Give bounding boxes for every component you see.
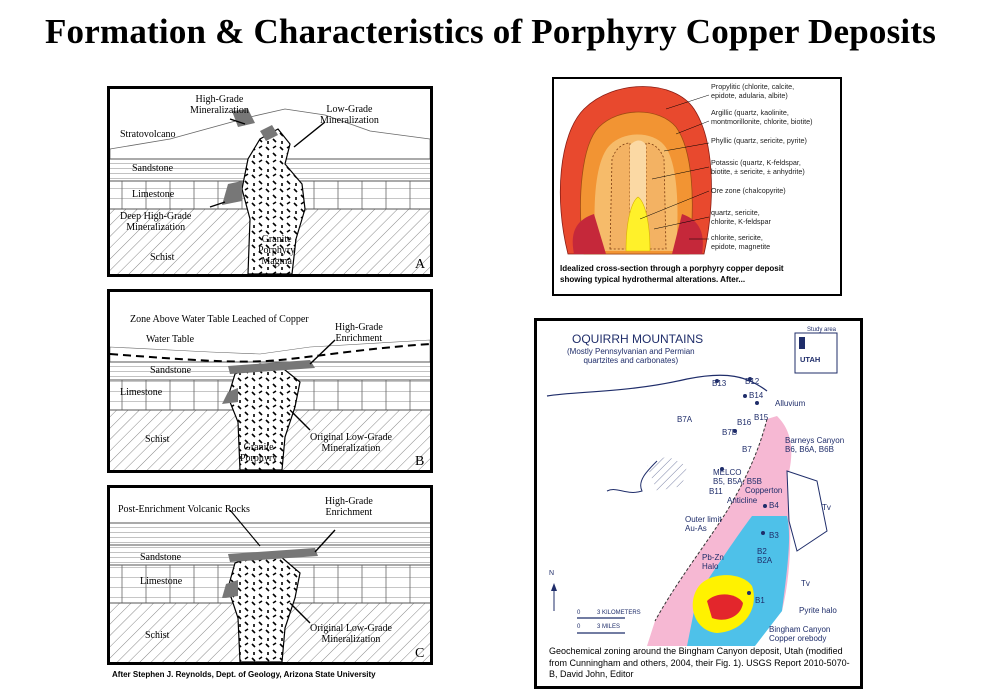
map-label-b7: B7 bbox=[742, 445, 752, 454]
panel-letter-b: B bbox=[415, 454, 425, 469]
label-granite-magma: Granite Porphyry Magma bbox=[258, 234, 296, 267]
alteration-caption: Idealized cross-section through a porphyry copper deposit showing typical hydrothermal alterations. After... bbox=[560, 264, 784, 284]
map-title: OQUIRRH MOUNTAINS bbox=[572, 332, 704, 346]
cross-section-a bbox=[107, 86, 433, 277]
label-limestone: Limestone bbox=[140, 576, 183, 587]
label-original-low-grade: Original Low-Grade Mineralization bbox=[310, 623, 392, 645]
map-label-b7a: B7A bbox=[677, 415, 693, 424]
map-label-melco: MELCO B5, B5A, B5B bbox=[713, 468, 762, 486]
label-limestone: Limestone bbox=[132, 189, 175, 200]
page-title: Formation & Characteristics of Porphyry Copper Deposits bbox=[44, 12, 937, 51]
map-label-b3: B3 bbox=[769, 531, 779, 540]
map-label-b12: B12 bbox=[745, 377, 760, 386]
bingham-map bbox=[534, 318, 863, 689]
map-label-pyrite-halo: Pyrite halo bbox=[799, 606, 837, 615]
label-sandstone: Sandstone bbox=[132, 163, 174, 174]
map-caption: Geochemical zoning around the Bingham Canyon deposit, Utah (modified from Cunningham and others, 2004, their Fig. 1). USGS Report 2010-5070-B, David John, Editor bbox=[549, 646, 850, 679]
label-sandstone: Sandstone bbox=[140, 552, 182, 563]
inset-study-area-label: Study area bbox=[807, 327, 837, 333]
map-label-b1: B1 bbox=[755, 596, 765, 605]
scale-zero-km: 0 bbox=[577, 610, 581, 616]
panel-letter-a: A bbox=[415, 257, 426, 272]
map-label-anticline: Anticline bbox=[727, 496, 758, 505]
scale-mi-label: 3 MILES bbox=[597, 624, 621, 630]
map-label-pbzn: Pb-Zn Halo bbox=[702, 553, 724, 571]
cross-section-b bbox=[107, 289, 433, 473]
map-label-barneys: Barneys Canyon B6, B6A, B6B bbox=[785, 436, 845, 454]
map-label-tv-2: Tv bbox=[801, 579, 810, 588]
map-label-b14: B14 bbox=[749, 391, 764, 400]
label-sandstone: Sandstone bbox=[150, 365, 192, 376]
alteration-label-potassic: Potassic (quartz, K-feldspar, biotite, ± sericite, ± anhydrite) bbox=[711, 158, 805, 176]
label-enrichment: High-Grade Enrichment bbox=[335, 322, 383, 344]
alteration-label-phyllic: Phyllic (quartz, sericite, pyrite) bbox=[711, 136, 807, 145]
map-label-b4: B4 bbox=[769, 501, 779, 510]
label-limestone: Limestone bbox=[120, 387, 163, 398]
map-label-b11: B11 bbox=[709, 487, 723, 496]
map-label-bingham: Bingham Canyon Copper orebody bbox=[769, 625, 831, 643]
map-label-b16: B16 bbox=[737, 418, 752, 427]
inset-state-label: UTAH bbox=[800, 355, 821, 364]
alteration-label-propylitic: Propylitic (chlorite, calcite, epidote, adularia, albite) bbox=[711, 82, 795, 100]
label-schist: Schist bbox=[150, 252, 175, 263]
label-original-low-grade: Original Low-Grade Mineralization bbox=[310, 432, 392, 454]
panel-letter-c: C bbox=[415, 646, 425, 661]
scale-km-label: 3 KILOMETERS bbox=[597, 610, 641, 616]
north-arrow-label: N bbox=[549, 570, 555, 577]
map-label-b13: B13 bbox=[712, 379, 727, 388]
label-granite-porphyry: Granite Porphyry bbox=[240, 442, 278, 464]
label-low-grade: Low-Grade Mineralization bbox=[320, 104, 379, 126]
label-leached-zone: Zone Above Water Table Leached of Copper bbox=[130, 314, 309, 325]
label-high-grade: High-Grade Mineralization bbox=[190, 94, 249, 116]
label-enrichment: High-Grade Enrichment bbox=[325, 496, 373, 518]
credit-text: After Stephen J. Reynolds, Dept. of Geology, Arizona State University bbox=[112, 670, 376, 679]
map-subtitle: (Mostly Pennsylvanian and Permian quartzites and carbonates) bbox=[567, 347, 695, 365]
map-label-b15: B15 bbox=[754, 413, 769, 422]
map-label-b7b: B7B bbox=[722, 428, 738, 437]
alteration-label-argillic: Argillic (quartz, kaolinite, montmorillonite, chlorite, biotite) bbox=[711, 108, 813, 126]
bingham-map-drawing bbox=[537, 321, 860, 646]
map-label-tv-1: Tv bbox=[822, 503, 831, 512]
label-water-table: Water Table bbox=[146, 334, 195, 345]
label-deep-high-grade: Deep High-Grade Mineralization bbox=[120, 211, 192, 233]
alteration-label-chlorite: chlorite, sericite, epidote, magnetite bbox=[711, 233, 771, 251]
cross-section-c bbox=[107, 485, 433, 665]
map-label-outer-limit: Outer limit Au-As bbox=[685, 515, 722, 533]
map-label-b2: B2 B2A bbox=[757, 547, 773, 565]
label-volcanic-rocks: Post-Enrichment Volcanic Rocks bbox=[118, 504, 250, 515]
map-label-alluvium: Alluvium bbox=[775, 399, 806, 408]
label-stratovolcano: Stratovolcano bbox=[120, 129, 176, 140]
scale-zero-mi: 0 bbox=[577, 624, 581, 630]
map-label-copperton: Copperton bbox=[745, 486, 783, 495]
alteration-label-quartz-sericite: quartz, sericite, chlorite, K-feldspar bbox=[711, 208, 771, 226]
label-schist: Schist bbox=[145, 434, 170, 445]
label-schist: Schist bbox=[145, 630, 170, 641]
alteration-label-ore-zone: Ore zone (chalcopyrite) bbox=[711, 186, 786, 195]
alteration-diagram bbox=[552, 77, 842, 296]
